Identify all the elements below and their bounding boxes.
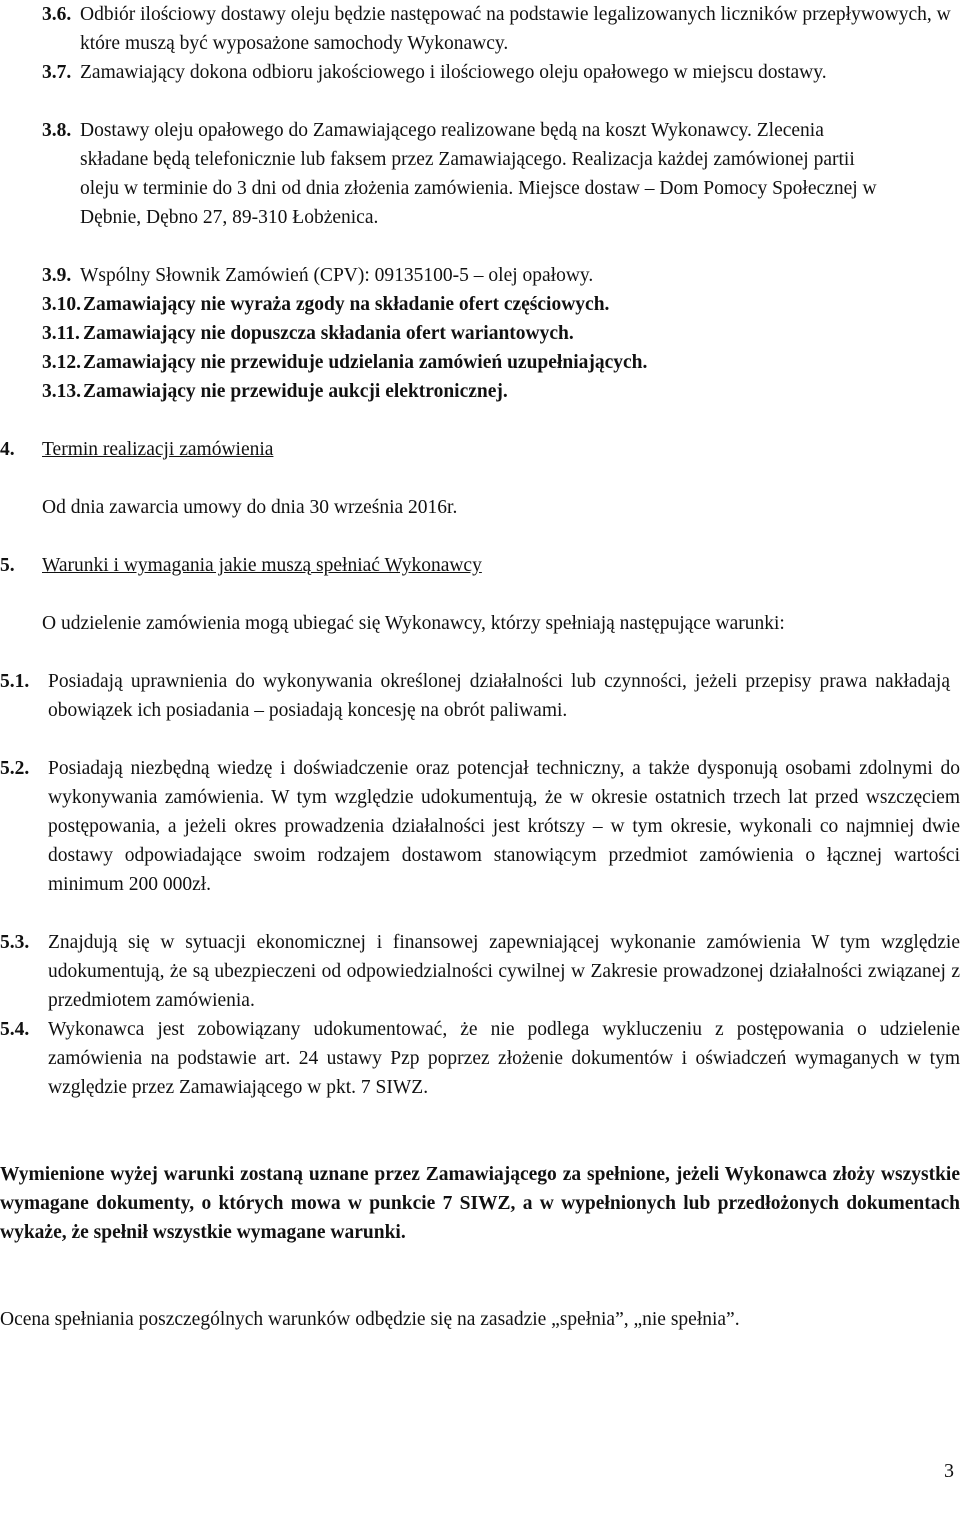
item-5-1: [0, 667, 960, 725]
item-text: Posiadają niezbędną wiedzę i doświadczenie oraz potencjał techniczny, a także dysponują osobami zdolnymi do wykonywania zamówienia. W tym względzie udokumentują, że w okresie ostatnich trzech lat przed wszczęciem postępowania, a jeżeli okres prowadzenia działalności jest krótszy – w tym okresie, wykonali co najmniej dwie dostawy odpowiadające swoim rodzajem dostawom stanowiącym przedmiot zamówienia o łącznej wartości minimum 200 000zł.: [48, 758, 960, 895]
item-3-9: [0, 261, 960, 290]
section-title: Termin realizacji zamówienia: [42, 439, 274, 460]
item-number: 5.1.: [0, 671, 30, 692]
section-title: Warunki i wymagania jakie muszą spełniać Wykonawcy: [42, 555, 482, 576]
section-4-heading: [0, 435, 960, 464]
item-3-12: [0, 348, 960, 377]
item-number: 3.12.: [42, 352, 81, 373]
item-3-13: [0, 377, 960, 406]
item-text: Znajdują się w sytuacji ekonomicznej i finansowej zapewniającej wykonanie zamówienia W tym względzie udokumentują, że są ubezpieczeni od odpowiedzialności cywilnej w Zakresie prowadzonej działalności związanej z przedmiotem zamówienia.: [48, 932, 960, 1011]
item-text: Zamawiający dokona odbioru jakościowego i ilościowego oleju opałowego w miejscu dostawy.: [80, 62, 827, 83]
item-text: Posiadają uprawnienia do wykonywania określonej działalności lub czynności, jeżeli przepisy prawa nakładają obowiązek ich posiadania – posiadają koncesję na obrót paliwami.: [48, 671, 950, 721]
section-5-intro: O udzielenie zamówienia mogą ubiegać się Wykonawcy, którzy spełniają następujące warunki:: [42, 613, 785, 634]
evaluation-paragraph: Ocena spełniania poszczególnych warunków odbędzie się na zasadzie „spełnia”, „nie spełnia”.: [0, 1309, 740, 1330]
item-5-4: [0, 1015, 960, 1102]
item-number: 3.10.: [42, 294, 81, 315]
item-3-11: [0, 319, 960, 348]
item-number: 3.9.: [42, 265, 72, 286]
item-text: Dostawy oleju opałowego do Zamawiającego realizowane będą na koszt Wykonawcy. Zlecenia składane będą telefonicznie lub faksem przez Zamawiającego. Realizacja każdej zamówionej partii oleju w terminie do 3 dni od dnia złożenia zamówienia. Miejsce dostaw – Dom Pomocy Społecznej w Dębnie, Dębno 27, 89-310 Łobżenica.: [80, 120, 877, 228]
item-3-7: [0, 58, 960, 87]
item-5-2: [0, 754, 960, 899]
conditions-bold-paragraph: Wymienione wyżej warunki zostaną uznane przez Zamawiającego za spełnione, jeżeli Wykonawca złoży wszystkie wymagane dokumenty, o których mowa w punkcie 7 SIWZ, a w wypełnionych lub przedłożonych dokumentach wykaże, że spełnił wszystkie wymagane warunki.: [0, 1164, 960, 1243]
item-5-3: [0, 928, 960, 1015]
item-text: Zamawiający nie dopuszcza składania ofert wariantowych.: [83, 323, 574, 344]
section-number: 4.: [0, 439, 15, 460]
item-number: 3.11.: [42, 323, 80, 344]
item-text: Zamawiający nie przewiduje aukcji elektronicznej.: [83, 381, 508, 402]
item-number: 5.2.: [0, 758, 30, 779]
item-number: 5.4.: [0, 1019, 30, 1040]
item-number: 3.6.: [42, 4, 72, 25]
page-number: 3: [944, 1460, 954, 1482]
item-3-6: [0, 0, 960, 58]
item-text: Zamawiający nie wyraża zgody na składanie ofert częściowych.: [83, 294, 610, 315]
item-text: Odbiór ilościowy dostawy oleju będzie następować na podstawie legalizowanych liczników przepływowych, w które muszą być wyposażone samochody Wykonawcy.: [80, 4, 951, 54]
item-text: Wspólny Słownik Zamówień (CPV): 09135100-5 – olej opałowy.: [80, 265, 594, 286]
item-text: Zamawiający nie przewiduje udzielania zamówień uzupełniających.: [83, 352, 648, 373]
item-number: 3.13.: [42, 381, 81, 402]
item-number: 3.7.: [42, 62, 72, 83]
section-5-heading: [0, 551, 960, 580]
item-3-8: [0, 116, 960, 232]
item-number: 3.8.: [42, 120, 72, 141]
item-text: Wykonawca jest zobowiązany udokumentować, że nie podlega wykluczeniu z postępowania o udzielenie zamówienia na podstawie art. 24 ustawy Pzp poprzez złożenie dokumentów i oświadczeń wymaganych w tym względzie przez Zamawiającego w pkt. 7 SIWZ.: [48, 1019, 960, 1098]
section-4-text: Od dnia zawarcia umowy do dnia 30 września 2016r.: [42, 497, 458, 518]
item-number: 5.3.: [0, 932, 30, 953]
item-3-10: [0, 290, 960, 319]
section-number: 5.: [0, 555, 15, 576]
